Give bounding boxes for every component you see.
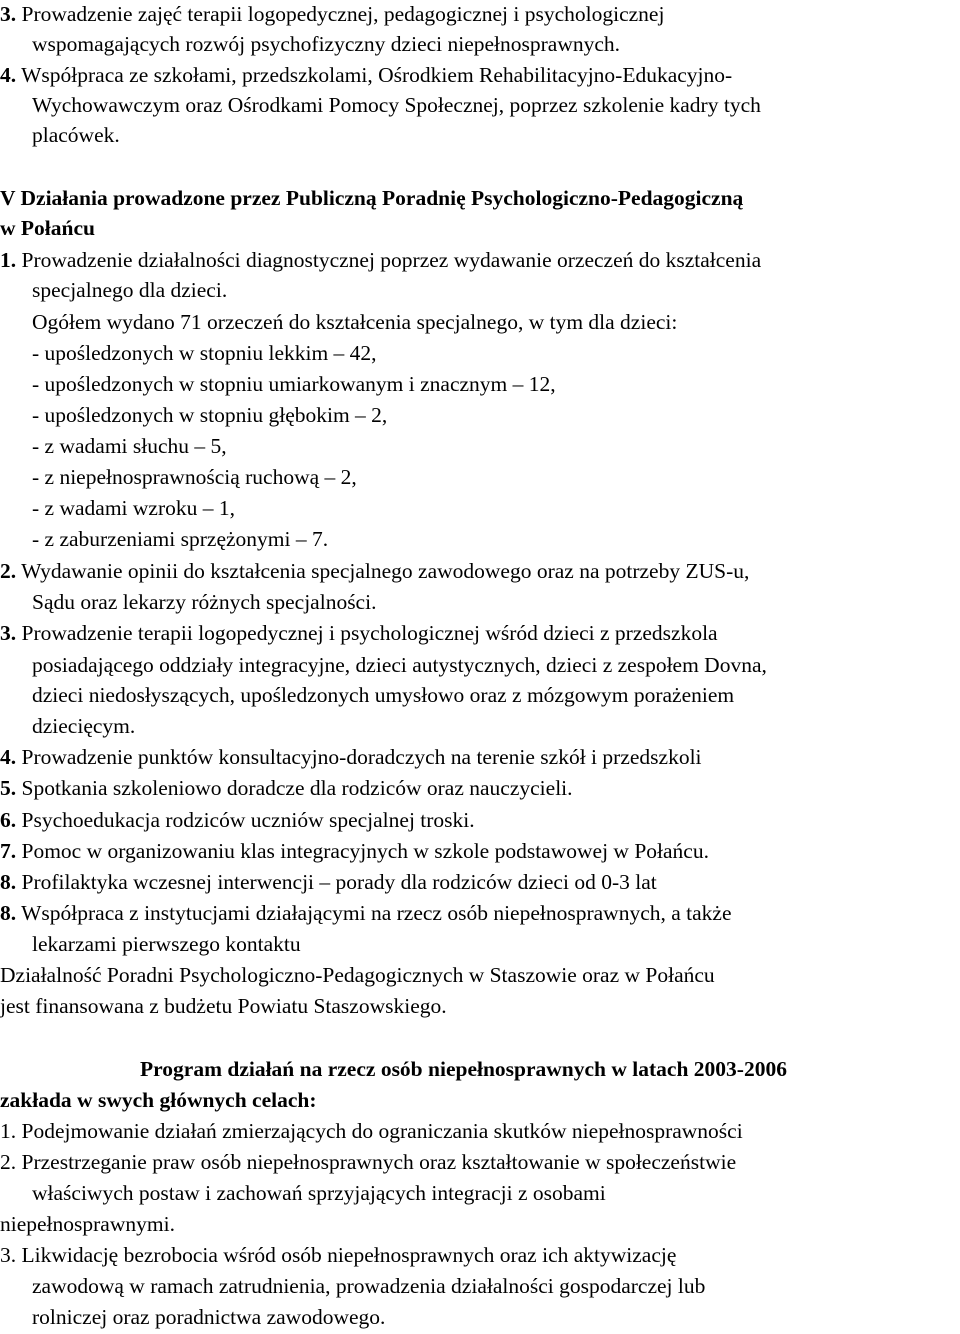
- program-heading-line-2: zakłada w swych głównych celach:: [0, 1088, 317, 1112]
- item-number: 4.: [0, 63, 17, 87]
- program-heading-line-1: Program działań na rzecz osób niepełnosprawnych w latach 2003-2006: [140, 1057, 787, 1081]
- section-v-item-3-line-2: posiadającego oddziały integracyjne, dzieci autystycznych, dzieci z zespołem Dovna,: [32, 653, 767, 677]
- section-v-item-3-line-1: [0, 618, 718, 648]
- section-v-item-5: [0, 773, 573, 803]
- item-number: 3.: [0, 2, 17, 26]
- item-text: Wydawanie opinii do kształcenia specjalnego zawodowego oraz na potrzeby ZUS-u,: [21, 559, 750, 583]
- section-v-item-1-line-1: [0, 245, 761, 275]
- certificates-summary: Ogółem wydano 71 orzeczeń do kształcenia specjalnego, w tym dla dzieci:: [32, 310, 678, 334]
- breakdown-item: - upośledzonych w stopniu lekkim – 42,: [32, 341, 377, 365]
- item-number: 1.: [0, 248, 17, 272]
- program-goal-3-line-3: rolniczej oraz poradnictwa zawodowego.: [32, 1305, 386, 1329]
- item-text: Prowadzenie punktów konsultacyjno-doradczych na terenie szkół i przedszkoli: [21, 745, 702, 769]
- program-goal-2-line-2: właściwych postaw i zachowań sprzyjających integracji z osobami: [32, 1181, 606, 1205]
- item-text: Profilaktyka wczesnej interwencji – porady dla rodziców dzieci od 0-3 lat: [21, 870, 657, 894]
- item-text: Współpraca ze szkołami, przedszkolami, Ośrodkiem Rehabilitacyjno-Edukacyjno-: [21, 63, 733, 87]
- section-v-heading-line-1: V Działania prowadzone przez Publiczną Poradnię Psychologiczno-Pedagogiczną: [0, 186, 744, 210]
- section-v-item-7: [0, 836, 709, 866]
- intro-item-4-line-1: [0, 60, 732, 90]
- breakdown-item: - z wadami słuchu – 5,: [32, 434, 227, 458]
- program-goal-2-line-1: 2. Przestrzeganie praw osób niepełnosprawnych oraz kształtowanie w społeczeństwie: [0, 1150, 737, 1174]
- item-number: 4.: [0, 745, 17, 769]
- item-text: Pomoc w organizowaniu klas integracyjnych w szkole podstawowej w Połańcu.: [21, 839, 709, 863]
- breakdown-item: - z zaburzeniami sprzężonymi – 7.: [32, 527, 329, 551]
- funding-line-2: jest finansowana z budżetu Powiatu Staszowskiego.: [0, 994, 447, 1018]
- program-goal-3-line-1: 3. Likwidację bezrobocia wśród osób niepełnosprawnych oraz ich aktywizację: [0, 1243, 677, 1267]
- program-goal-1: 1. Podejmowanie działań zmierzających do ograniczania skutków niepełnosprawności: [0, 1119, 743, 1143]
- item-text: Współpraca z instytucjami działającymi na rzecz osób niepełnosprawnych, a także: [21, 901, 732, 925]
- breakdown-item: - z niepełnosprawnością ruchową – 2,: [32, 465, 357, 489]
- section-v-item-8b-line-1: [0, 898, 732, 928]
- item-number: 8.: [0, 870, 17, 894]
- intro-item-3-line-2: wspomagających rozwój psychofizyczny dzieci niepełnosprawnych.: [32, 32, 621, 56]
- item-text: Spotkania szkoleniowo doradcze dla rodziców oraz nauczycieli.: [21, 776, 573, 800]
- item-number: 5.: [0, 776, 17, 800]
- item-number: 7.: [0, 839, 17, 863]
- section-v-item-3-line-4: dziecięcym.: [32, 714, 136, 738]
- section-v-item-2-line-2: Sądu oraz lekarzy różnych specjalności.: [32, 590, 377, 614]
- intro-item-3-line-1: [0, 0, 664, 29]
- program-goal-2-line-3: niepełnosprawnymi.: [0, 1212, 175, 1236]
- item-text: Prowadzenie terapii logopedycznej i psychologicznej wśród dzieci z przedszkola: [21, 621, 718, 645]
- breakdown-item: - z wadami wzroku – 1,: [32, 496, 235, 520]
- breakdown-item: - upośledzonych w stopniu umiarkowanym i znacznym – 12,: [32, 372, 556, 396]
- item-number: 3.: [0, 621, 17, 645]
- funding-line-1: Działalność Poradni Psychologiczno-Pedagogicznych w Staszowie oraz w Połańcu: [0, 963, 715, 987]
- intro-item-4-line-3: placówek.: [32, 123, 120, 147]
- section-v-item-2-line-1: [0, 556, 749, 586]
- item-number: 6.: [0, 808, 17, 832]
- section-v-item-3-line-3: dzieci niedosłyszących, upośledzonych umysłowo oraz z mózgowym porażeniem: [32, 683, 735, 707]
- section-v-item-8b-line-2: lekarzami pierwszego kontaktu: [32, 932, 301, 956]
- item-text: Prowadzenie działalności diagnostycznej poprzez wydawanie orzeczeń do kształcenia: [21, 248, 762, 272]
- section-v-item-6: [0, 805, 475, 835]
- program-goal-3-line-2: zawodową w ramach zatrudnienia, prowadzenia działalności gospodarczej lub: [32, 1274, 706, 1298]
- section-v-item-8a: [0, 867, 657, 897]
- breakdown-item: - upośledzonych w stopniu głębokim – 2,: [32, 403, 388, 427]
- intro-item-4-line-2: Wychowawczym oraz Ośrodkami Pomocy Społecznej, poprzez szkolenie kadry tych: [32, 93, 761, 117]
- section-v-item-4: [0, 742, 702, 772]
- section-v-heading-line-2: w Połańcu: [0, 216, 95, 240]
- item-number: 8.: [0, 901, 17, 925]
- item-number: 2.: [0, 559, 17, 583]
- item-text: Prowadzenie zajęć terapii logopedycznej, pedagogicznej i psychologicznej: [21, 2, 665, 26]
- section-v-item-1-line-2: specjalnego dla dzieci.: [32, 278, 228, 302]
- item-text: Psychoedukacja rodziców uczniów specjalnej troski.: [21, 808, 475, 832]
